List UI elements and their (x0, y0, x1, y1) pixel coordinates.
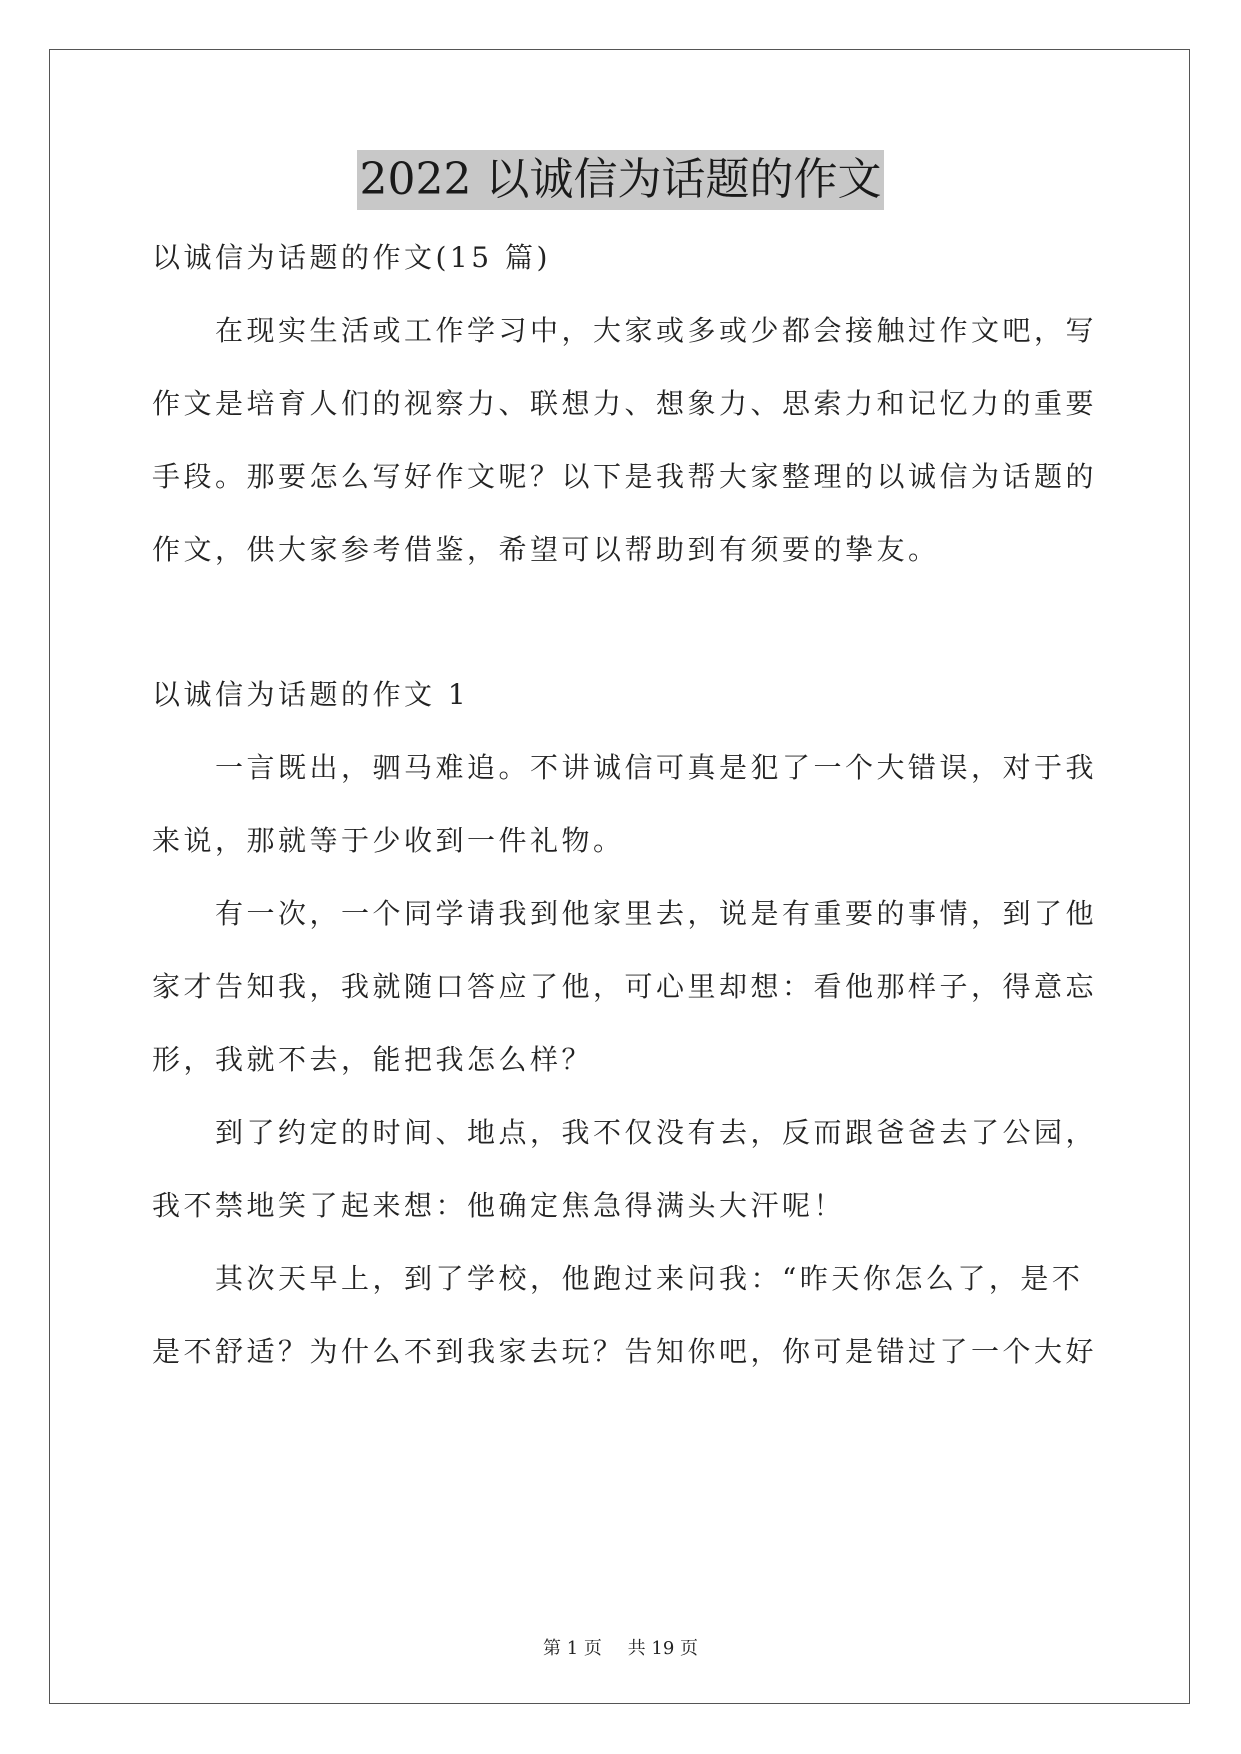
section-heading: 以诚信为话题的作文 1 (152, 678, 470, 711)
page-total: 共 19 页 (627, 1638, 698, 1659)
body-line-6: 到了约定的时间、地点，我不仅没有去，反而跟爸爸去了公园， (215, 1116, 1098, 1149)
page-footer (0, 1634, 1241, 1660)
body-line-1: 一言既出，驷马难追。不讲诚信可真是犯了一个大错误，对于我 (215, 751, 1098, 784)
body-line-4: 家才告知我，我就随口答应了他，可心里却想：看他那样子，得意忘 (152, 970, 1098, 1003)
document-title: 2022 以诚信为话题的作文 (357, 150, 885, 210)
intro-line-3: 手段。那要怎么写好作文呢？以下是我帮大家整理的以诚信为话题的 (152, 460, 1098, 493)
body-line-2: 来说，那就等于少收到一件礼物。 (152, 824, 625, 857)
body-line-8: 其次天早上，到了学校，他跑过来问我：“昨天你怎么了，是不 (215, 1262, 1084, 1295)
intro-line-2: 作文是培育人们的视察力、联想力、想象力、思索力和记忆力的重要 (152, 387, 1098, 420)
body-line-3: 有一次，一个同学请我到他家里去，说是有重要的事情，到了他 (215, 897, 1098, 930)
page-number: 第 1 页 (543, 1638, 602, 1659)
body-line-7: 我不禁地笑了起来想：他确定焦急得满头大汗呢！ (152, 1189, 846, 1222)
intro-line-4: 作文，供大家参考借鉴，希望可以帮助到有须要的挚友。 (152, 533, 940, 566)
body-line-9: 是不舒适？为什么不到我家去玩？告知你吧，你可是错过了一个大好 (152, 1335, 1098, 1368)
page-border (49, 49, 1190, 1704)
title-container (0, 150, 1241, 210)
body-line-5: 形，我就不去，能把我怎么样？ (152, 1043, 594, 1076)
document-subtitle: 以诚信为话题的作文(15 篇) (152, 241, 551, 274)
intro-line-1: 在现实生活或工作学习中，大家或多或少都会接触过作文吧，写 (215, 314, 1098, 347)
